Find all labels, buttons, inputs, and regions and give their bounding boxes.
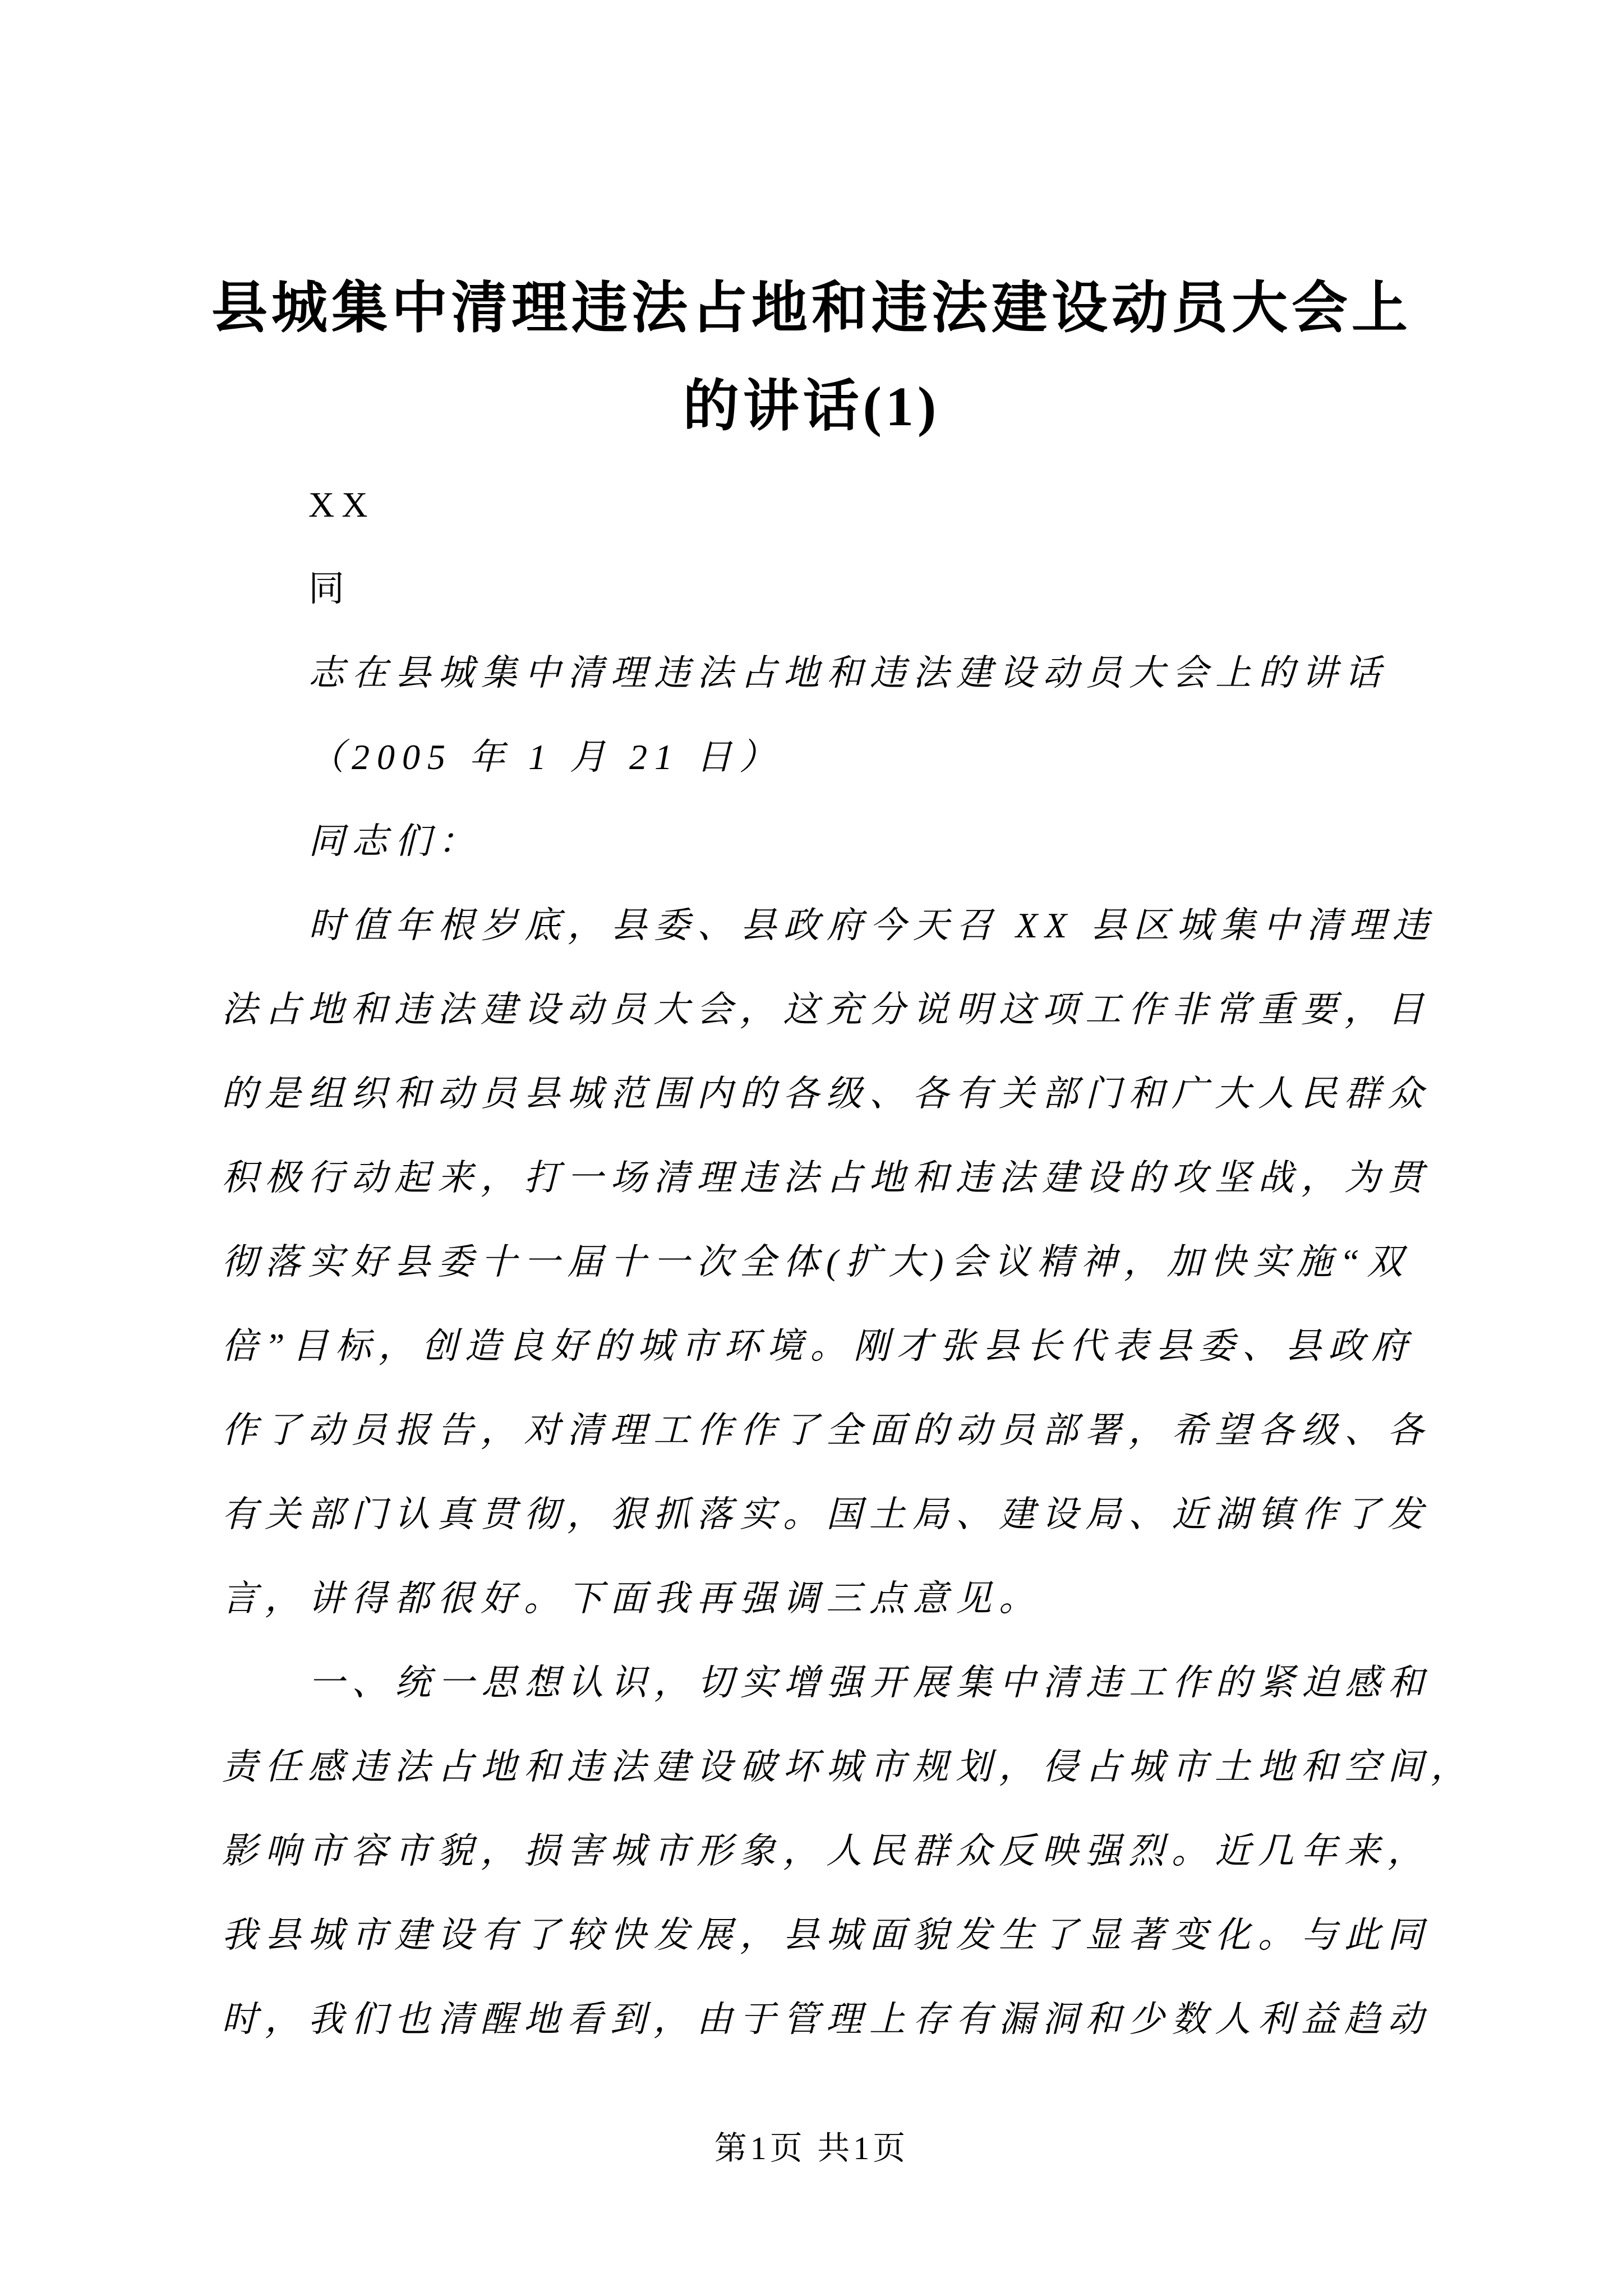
page-title-line-2: 的讲话(1) — [683, 375, 940, 438]
body-line-14: 言，讲得都很好。下面我再强调三点意见。 — [222, 1579, 1042, 1618]
body-line-6: 时值年根岁底，县委、县政府今天召 XX 县区城集中清理违 — [308, 905, 1436, 945]
body-line-1: XX — [308, 485, 375, 524]
body-line-18: 我县城市建设有了较快发展，县城面貌发生了显著变化。与此同 — [222, 1915, 1431, 1955]
body-line-11: 倍”目标，创造良好的城市环境。刚才张县长代表县委、县政府 — [222, 1326, 1415, 1366]
body-line-7: 法占地和违法建设动员大会，这充分说明这项工作非常重要，目 — [222, 990, 1431, 1029]
body-line-19: 时，我们也清醒地看到，由于管理上存有漏洞和少数人利益趋动 — [222, 1999, 1431, 2039]
page-title — [0, 259, 1623, 455]
body-line-2: 同 — [308, 569, 352, 609]
body-line-4: （2005 年 1 月 21 日） — [308, 737, 782, 777]
body-line-10: 彻落实好县委十一届十一次全体(扩大)会议精神，加快实施“双 — [222, 1242, 1410, 1282]
body-line-12: 作了动员报告，对清理工作作了全面的动员部署，希望各级、各 — [222, 1410, 1431, 1450]
page-title-line-1: 县城集中清理违法占地和违法建设动员大会上 — [211, 277, 1412, 339]
body-line-16: 责任感违法占地和违法建设破坏城市规划，侵占城市土地和空间， — [222, 1747, 1474, 1787]
body-line-8: 的是组织和动员县城范围内的各级、各有关部门和广大人民群众 — [222, 1074, 1431, 1114]
body-line-15: 一、统一思想认识，切实增强开展集中清违工作的紧迫感和 — [308, 1663, 1431, 1703]
body-line-9: 积极行动起来，打一场清理违法占地和违法建设的攻坚战，为贯 — [222, 1158, 1431, 1198]
body-line-5: 同志们： — [308, 821, 481, 861]
document-body — [222, 463, 1474, 2062]
body-line-3: 志在县城集中清理违法占地和违法建设动员大会上的讲话 — [308, 653, 1388, 693]
body-line-13: 有关部门认真贯彻，狠抓落实。国土局、建设局、近湖镇作了发 — [222, 1494, 1431, 1534]
page-footer: 第1页 共1页 — [714, 2130, 909, 2166]
body-line-17: 影响市容市貌，损害城市形象，人民群众反映强烈。近几年来， — [222, 1831, 1431, 1871]
